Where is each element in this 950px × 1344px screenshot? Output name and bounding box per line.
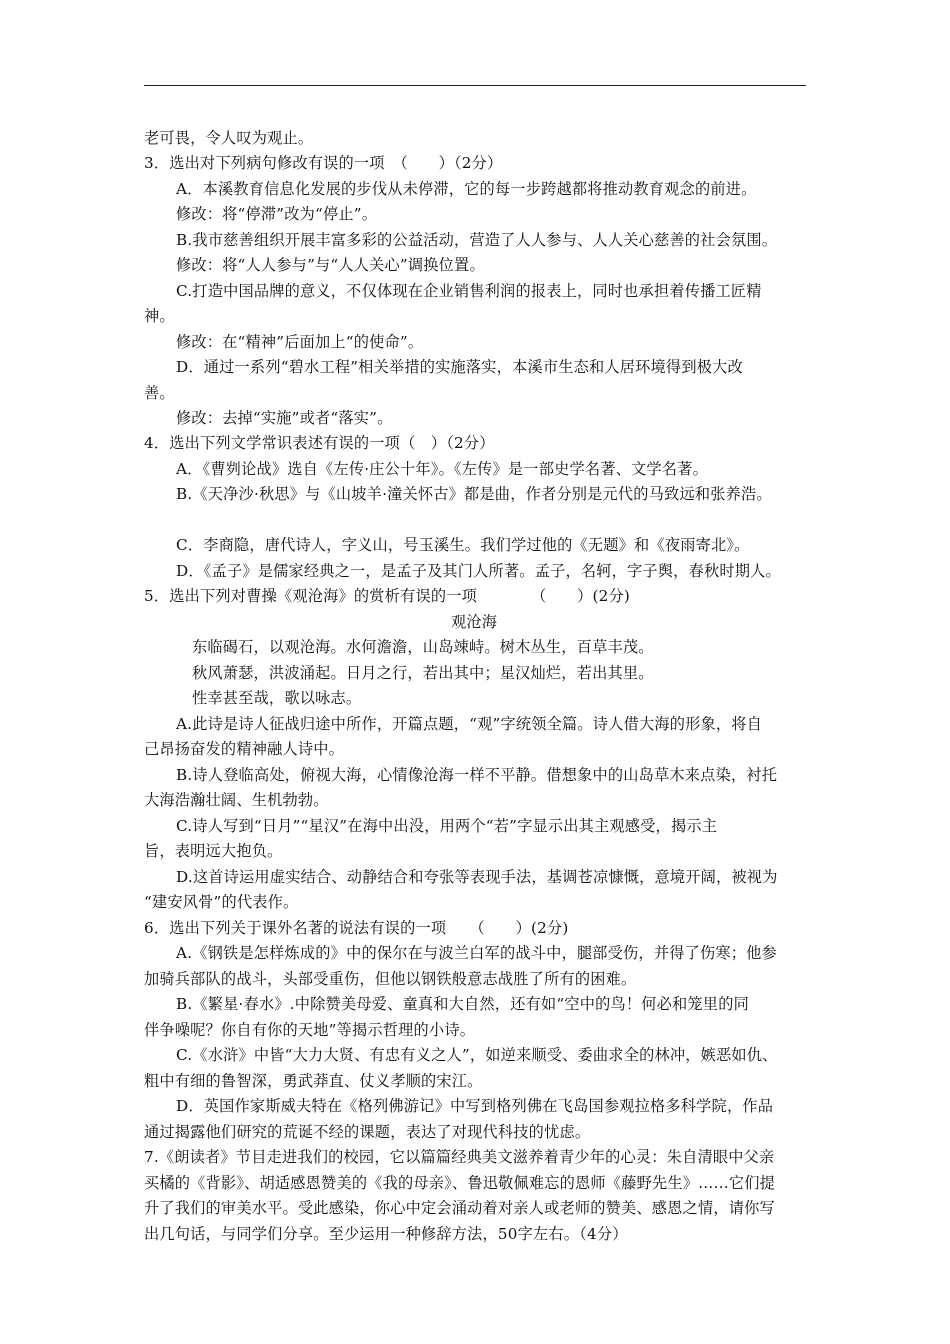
text-line: 伴争噪呢？你自有你的天地”等揭示哲理的小诗。 xyxy=(144,1021,476,1039)
text-line: 加骑兵部队的战斗，头部受重伤，但他以钢铁般意志战胜了所有的困难。 xyxy=(144,970,637,988)
question-3-option-a: A．本溪教育信息化发展的步伐从未停滞，它的每一步跨越都将推动教育观念的前进。 xyxy=(176,180,757,198)
poem-title: 观沧海 xyxy=(451,613,498,631)
text-line: 大海浩瀚壮阔、生机勃勃。 xyxy=(144,791,329,809)
question-3-option-c-revision: 修改：在“精神”后面加上“的使命”。 xyxy=(176,333,424,351)
text-line: 老可畏，令人叹为观止。 xyxy=(144,129,314,147)
poem-line: 秋风萧瑟，洪波涌起。日月之行，若出其中；星汉灿烂，若出其里。 xyxy=(192,664,654,682)
question-6-stem: 6．选出下列关于课外名著的说法有误的一项 （ ）(2分) xyxy=(144,919,569,937)
text-line: 善。 xyxy=(144,384,175,402)
question-4-option-c: C．李商隐，唐代诗人，字义山，号玉溪生。我们学过他的《无题》和《夜雨寄北》。 xyxy=(176,536,750,554)
question-5-option-c: C.诗人写到“日月”“星汉”在海中出没，用两个“若”字显示出其主观感受，揭示主 xyxy=(176,817,718,835)
question-4-stem: 4．选出下列文学常识表述有误的一项（ ）（2分） xyxy=(144,434,495,452)
header-rule xyxy=(144,85,806,86)
text-line: 升了我们的审美水平。受此感染，你心中定会涌动着对亲人或老师的赞美、感恩之情，请你写 xyxy=(144,1199,775,1217)
question-6-option-c: C.《水浒》中皆“大力大贤、有忠有义之人”，如逆来顺受、委曲求全的林冲，嫉恶如仇、 xyxy=(176,1046,778,1064)
question-3-option-d: D．通过一系列“碧水工程”相关举措的实施落实，本溪市生态和人居环境得到极大改 xyxy=(176,358,743,376)
poem-line: 性幸甚至哉，歌以咏志。 xyxy=(192,689,362,707)
question-5-option-a: A.此诗是诗人征战归途中所作，开篇点题，“观”字统领全篇。诗人借大海的形象，将自 xyxy=(176,715,763,733)
question-4-option-a: A．《曹刿论战》选自《左传·庄公十年》。《左传》是一部史学名著、文学名著。 xyxy=(176,460,708,478)
question-3-option-b-revision: 修改：将“人人参与”与“人人关心”调换位置。 xyxy=(176,256,485,274)
question-3-stem: 3．选出对下列病句修改有误的一项 （ ）（2分） xyxy=(144,154,503,172)
question-5-option-d: D.这首诗运用虚实结合、动静结合和夸张等表现手法，基调苍凉慷慨，意境开阔，被视为 xyxy=(176,868,778,886)
question-5-option-b: B.诗人登临高处，俯视大海，心情像沧海一样不平静。借想象中的山岛草木来点染，衬托 xyxy=(176,766,778,784)
text-line: 神。 xyxy=(144,307,175,325)
question-4-option-d: D．《孟子》是儒家经典之一，是孟子及其门人所著。孟子，名轲，字子舆，春秋时期人。 xyxy=(176,562,781,580)
text-line: 粗中有细的鲁智深，勇武莽直、仗义孝顺的宋江。 xyxy=(144,1072,483,1090)
question-3-option-c: C.打造中国品牌的意义，不仅体现在企业销售利润的报表上，同时也承担着传播工匠精 xyxy=(176,282,762,300)
question-6-option-b: B.《繁星·春水》.中除赞美母爱、童真和大自然，还有如“空中的鸟！何必和笼里的同 xyxy=(176,995,749,1013)
question-3-option-b: B.我市慈善组织开展丰富多彩的公益活动，营造了人人参与、人人关心慈善的社会氛围。 xyxy=(176,231,778,249)
question-5-stem: 5．选出下列对曹操《观沧海》的赏析有误的一项 （ ）(2分) xyxy=(144,587,631,605)
text-line: “建安风骨”的代表作。 xyxy=(144,893,299,911)
text-line: 通过揭露他们研究的荒诞不经的课题，表达了对现代科技的忧虑。 xyxy=(144,1123,591,1141)
question-6-option-a: A.《钢铁是怎样炼成的》中的保尔在与波兰白军的战斗中，腿部受伤，并得了伤寒；他参 xyxy=(176,944,777,962)
question-3-option-a-revision: 修改：将“停滞”改为“停止”。 xyxy=(176,205,378,223)
poem-line: 东临碣石，以观沧海。水何澹澹，山岛竦峙。树木丛生，百草丰茂。 xyxy=(192,638,654,656)
question-3-option-d-revision: 修改：去掉“实施”或者“落实”。 xyxy=(176,409,393,427)
question-6-option-d: D．英国作家斯威夫特在《格列佛游记》中写到格列佛在飞岛国参观拉格多科学院，作品 xyxy=(176,1097,774,1115)
question-7-stem: 7.《朗读者》节目走进我们的校园，它以篇篇经典美文滋养着青少年的心灵：朱自清眼中父亲 xyxy=(144,1148,775,1166)
text-line: 买橘的《背影》、胡适感恩赞美的《我的母亲》、鲁迅敬佩难忘的恩师《藤野先生》……它们提 xyxy=(144,1174,776,1192)
text-line: 出几句话，与同学们分享。至少运用一种修辞方法，50字左右。（4分） xyxy=(144,1225,628,1243)
text-line: 己昂扬奋发的精神融人诗中。 xyxy=(144,740,345,758)
question-4-option-b: B.《天净沙·秋思》与《山坡羊·潼关怀古》都是曲，作者分别是元代的马致远和张养浩。 xyxy=(176,485,772,503)
text-line: 旨，表明远大抱负。 xyxy=(144,842,283,860)
